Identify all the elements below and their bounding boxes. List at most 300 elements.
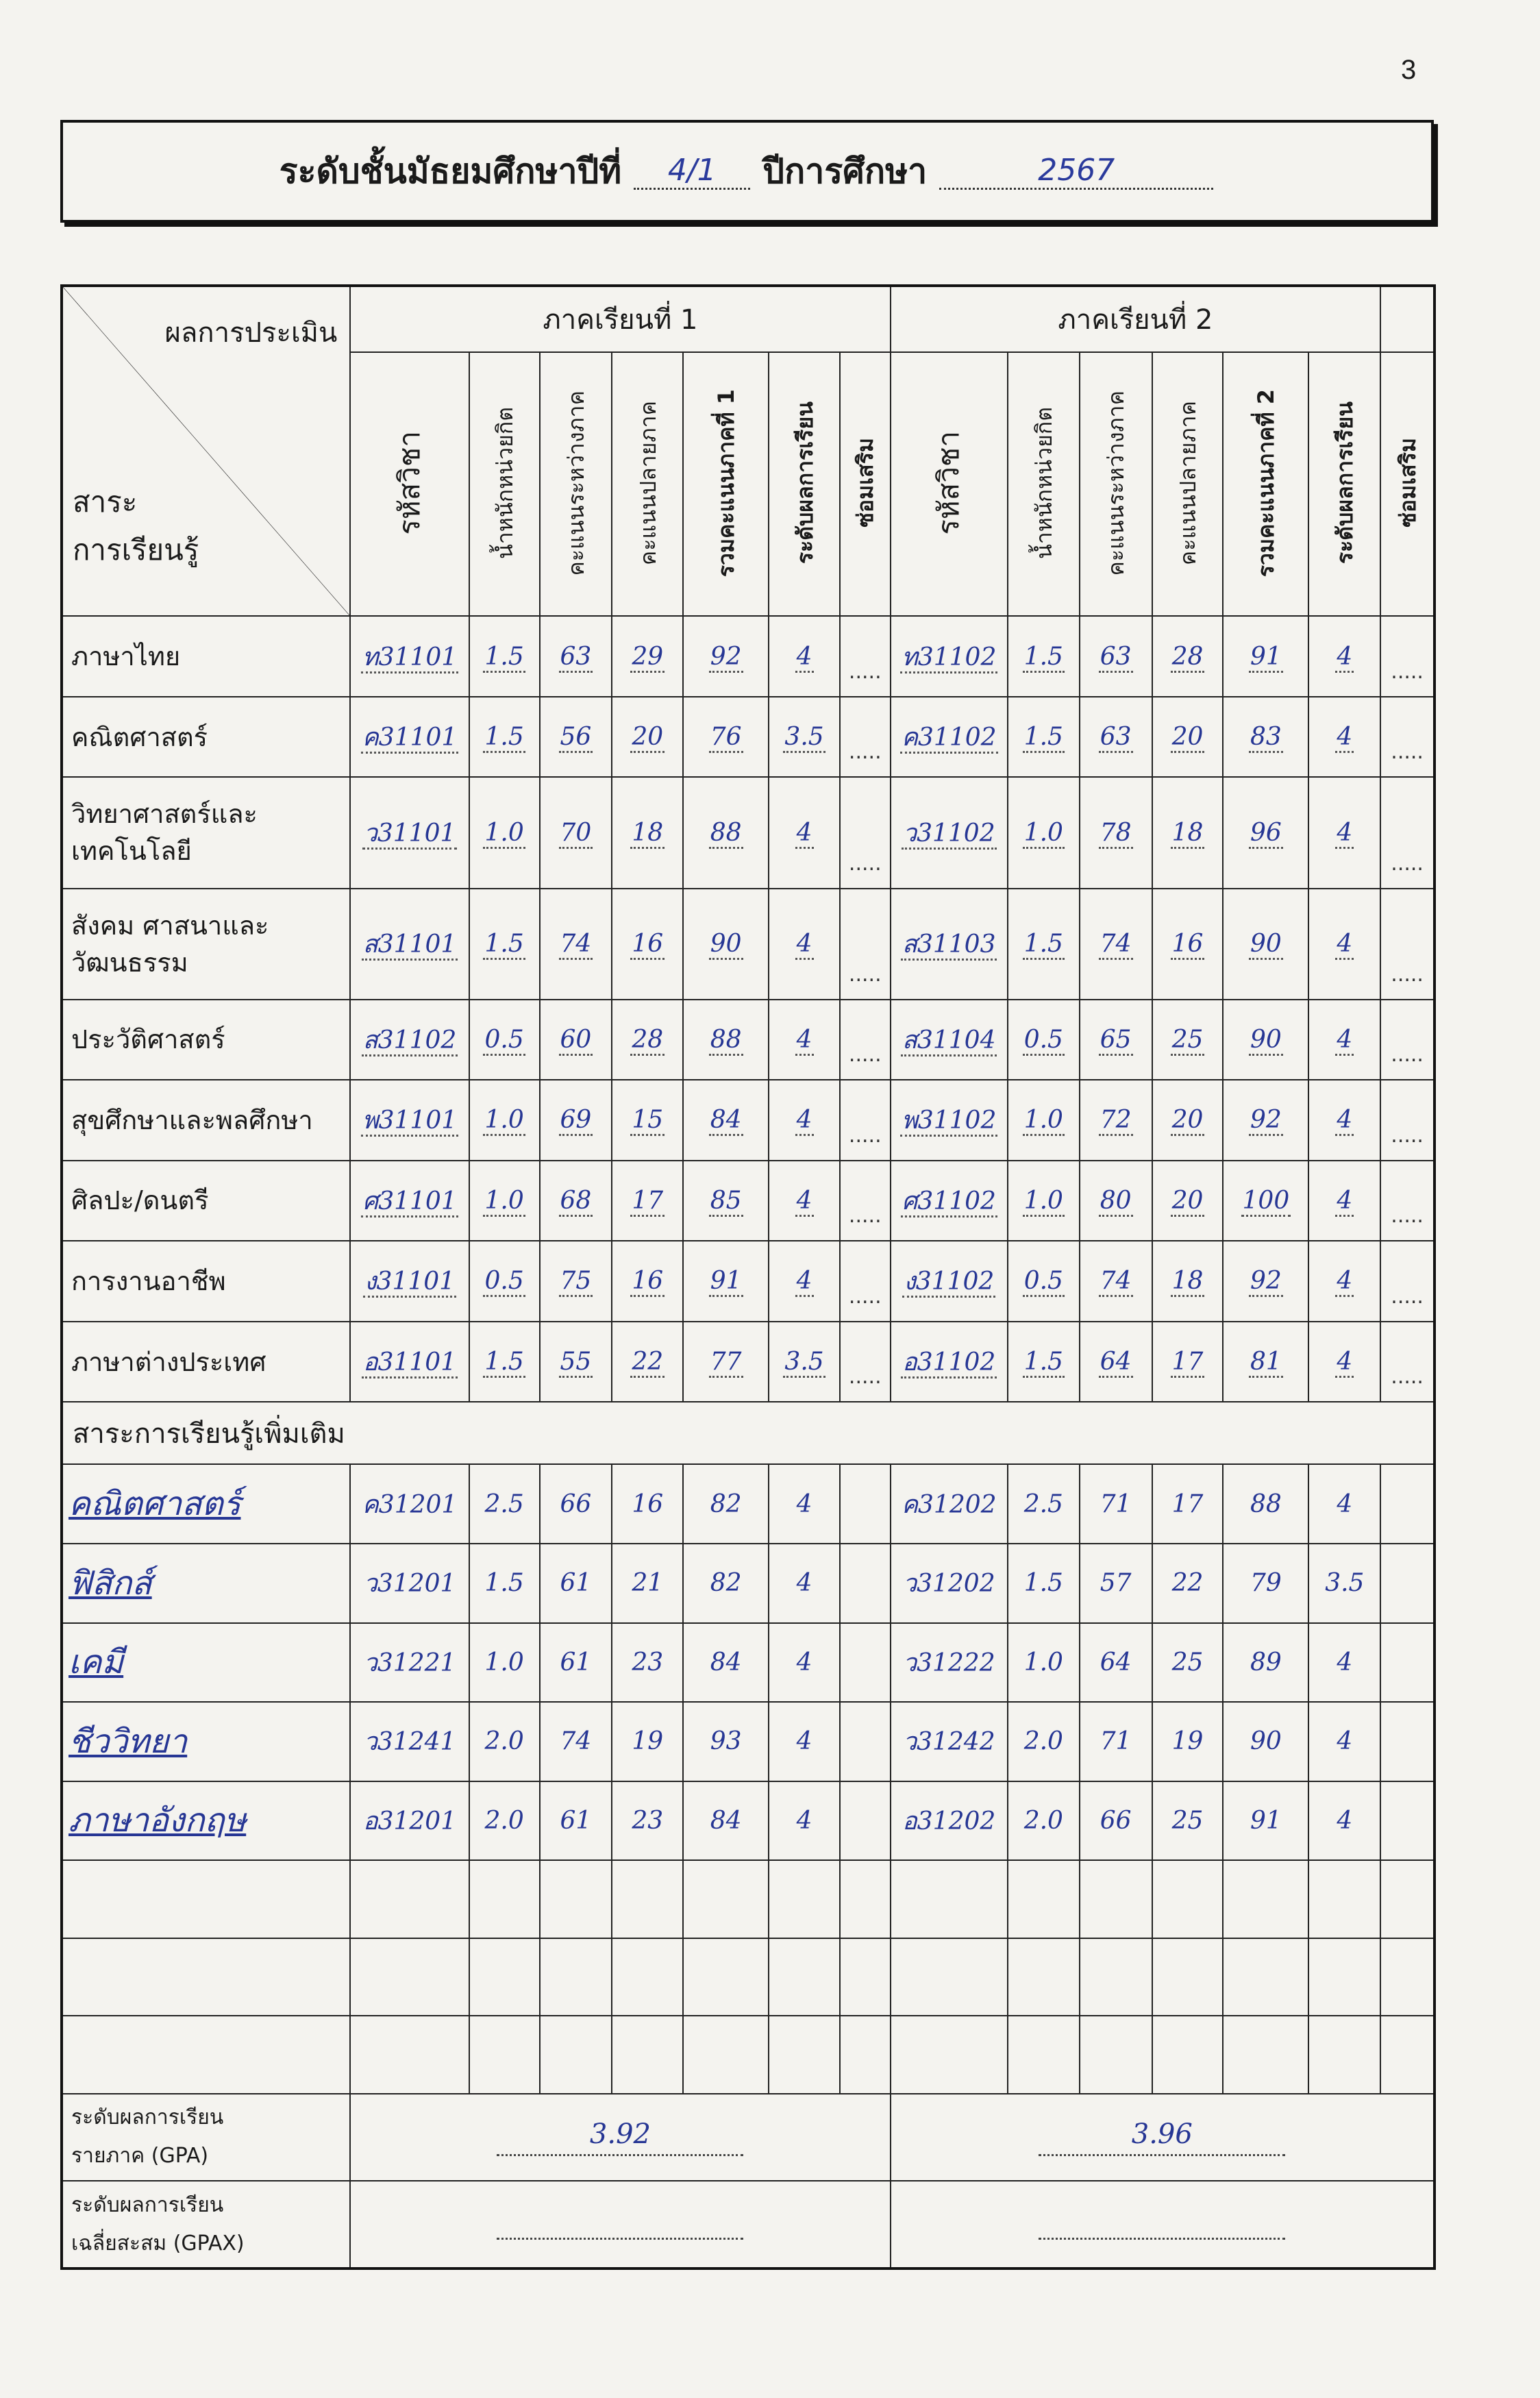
- column-header-label: คะแนนระหว่างภาค: [1103, 390, 1130, 576]
- year-label: ปีการศึกษา: [762, 151, 928, 191]
- grade-value: อ31102: [901, 1348, 997, 1379]
- grade-value: 4: [1335, 643, 1354, 673]
- grade-value: 63: [1099, 643, 1133, 673]
- grade-cell: [540, 616, 612, 697]
- grade-value: 4: [1335, 1187, 1354, 1217]
- remedial-cell: .....: [1380, 616, 1435, 697]
- table-row: [62, 697, 1435, 778]
- grade-value: 1.5: [483, 930, 525, 960]
- grade-cell: 57: [1080, 1544, 1152, 1623]
- grade-cell: [1308, 697, 1380, 778]
- grade-value: ส31101: [362, 930, 458, 961]
- grade-cell: [540, 1241, 612, 1322]
- grade-cell: 4: [1308, 1781, 1380, 1861]
- grade-cell: [350, 889, 469, 1000]
- grade-value: 1.0: [1023, 1106, 1065, 1136]
- grade-value: 16: [630, 930, 665, 960]
- grade-cell: [612, 1080, 683, 1161]
- grade-cell: 2.0: [1008, 1781, 1080, 1861]
- grade-value: 65: [1099, 1026, 1133, 1056]
- grade-cell: [1308, 1000, 1380, 1080]
- gpa-row-value-semester1: [350, 2094, 890, 2181]
- empty-cell: [1152, 2016, 1224, 2093]
- level-label: ระดับชั้นมัธยมศึกษาปีที่: [279, 151, 622, 191]
- grade-cell: [612, 889, 683, 1000]
- remedial-cell: .....: [1380, 1000, 1435, 1080]
- remedial-cell: .....: [1380, 1322, 1435, 1402]
- empty-cell: [350, 1860, 469, 1938]
- grade-value: 64: [1099, 1348, 1133, 1378]
- grade-value: ว31102: [902, 819, 997, 850]
- grade-value: 81: [1249, 1348, 1283, 1378]
- semester-header-row: [62, 286, 1435, 352]
- grade-value: 4: [795, 819, 814, 849]
- grade-cell: [1152, 1161, 1224, 1241]
- grade-cell: [350, 616, 469, 697]
- grade-cell: [769, 697, 840, 778]
- grade-cell: 84: [683, 1781, 769, 1861]
- grade-value: 92: [1249, 1267, 1283, 1297]
- subject-name-line: ภาษาไทย: [71, 641, 181, 672]
- remedial-cell: .....: [840, 1161, 891, 1241]
- grade-value: 1.5: [1023, 1348, 1065, 1378]
- grade-cell: 4: [1308, 1702, 1380, 1781]
- corner-header: [62, 286, 350, 616]
- grade-value: 0.5: [1023, 1026, 1065, 1056]
- grade-cell: [769, 1322, 840, 1402]
- grade-value: 20: [1171, 723, 1205, 753]
- grade-cell: 61: [540, 1623, 612, 1703]
- empty-cell: [540, 1860, 612, 1938]
- subject-name: [62, 1322, 350, 1402]
- grade-cell: [1008, 1161, 1080, 1241]
- empty-cell: [1308, 2016, 1380, 2093]
- grade-value: ง31102: [902, 1268, 995, 1298]
- empty-cell: [612, 1860, 683, 1938]
- empty-cell: [769, 1938, 840, 2016]
- gpax-row-label: [62, 2181, 350, 2269]
- grade-cell: [1080, 616, 1152, 697]
- grade-value: ส31102: [362, 1026, 458, 1056]
- table-row: [62, 1464, 1435, 1544]
- remedial-cell: .....: [840, 777, 891, 888]
- table-row: [62, 777, 1435, 888]
- grade-cell: [891, 1241, 1008, 1322]
- table-row: [62, 889, 1435, 1000]
- grade-cell: 93: [683, 1702, 769, 1781]
- table-row: [62, 616, 1435, 697]
- grade-value: 1.0: [483, 819, 525, 849]
- grade-cell: [891, 616, 1008, 697]
- grade-value: 4: [795, 930, 814, 960]
- empty-cell: [1380, 1860, 1435, 1938]
- empty-cell: [840, 1938, 891, 2016]
- column-header-label: ระดับผลการเรียน: [1332, 401, 1358, 565]
- grade-cell: [891, 1000, 1008, 1080]
- table-row: [62, 1781, 1435, 1861]
- grade-value: 1.5: [483, 1348, 525, 1378]
- grade-cell: [350, 1241, 469, 1322]
- grade-cell: [1080, 1000, 1152, 1080]
- extra-section-label: สาระการเรียนรู้เพิ่มเติม: [62, 1402, 1435, 1464]
- grade-cell: [469, 1241, 540, 1322]
- grade-cell: 66: [540, 1464, 612, 1544]
- column-header-label: รหัสวิชา: [932, 431, 966, 535]
- grade-cell: [891, 889, 1008, 1000]
- grade-cell: 82: [683, 1464, 769, 1544]
- grade-value: 85: [709, 1187, 743, 1217]
- grade-cell: [1080, 889, 1152, 1000]
- remedial-cell: .....: [1380, 1241, 1435, 1322]
- grade-value: 91: [1249, 643, 1283, 673]
- grade-cell: [1008, 697, 1080, 778]
- gpa-row-value: 3.96: [1039, 2118, 1285, 2156]
- grade-cell: 4: [769, 1781, 840, 1861]
- grade-value: 1.5: [1023, 930, 1065, 960]
- empty-cell: [1080, 2016, 1152, 2093]
- grade-value: 60: [559, 1026, 593, 1056]
- subject-name-line: วิทยาศาสตร์และ: [71, 799, 258, 830]
- subject-name-line: ภาษาต่างประเทศ: [71, 1346, 266, 1377]
- subject-name-line: ศิลปะ/ดนตรี: [71, 1185, 209, 1216]
- grade-cell: 2.0: [469, 1702, 540, 1781]
- remedial-cell: [1380, 1544, 1435, 1623]
- level-value: 4/1: [634, 153, 750, 190]
- empty-cell: [769, 1860, 840, 1938]
- grade-value: 1.5: [483, 723, 525, 753]
- grade-value: 4: [1335, 1026, 1354, 1056]
- column-header: [540, 352, 612, 616]
- grade-value: ศ31102: [901, 1187, 997, 1217]
- grade-cell: [1152, 1000, 1224, 1080]
- grade-value: ส31103: [901, 930, 997, 961]
- grade-cell: [1308, 616, 1380, 697]
- grade-cell: [891, 777, 1008, 888]
- grade-cell: [350, 1000, 469, 1080]
- grade-cell: [769, 889, 840, 1000]
- empty-cell: [1223, 1860, 1308, 1938]
- grade-value: 17: [630, 1187, 665, 1217]
- grade-value: ค31102: [900, 724, 998, 754]
- grade-cell: 19: [612, 1702, 683, 1781]
- grade-value: 92: [1249, 1106, 1283, 1136]
- grade-cell: [1008, 1080, 1080, 1161]
- grade-cell: [769, 616, 840, 697]
- grade-value: 88: [709, 819, 743, 849]
- grade-cell: [350, 777, 469, 888]
- grade-cell: 71: [1080, 1702, 1152, 1781]
- grade-value: 0.5: [483, 1267, 525, 1297]
- grade-cell: 82: [683, 1544, 769, 1623]
- grade-value: 68: [559, 1187, 593, 1217]
- grade-cell: 2.0: [469, 1781, 540, 1861]
- grade-value: อ31101: [362, 1348, 458, 1379]
- table-row: [62, 1241, 1435, 1322]
- grade-value: 1.5: [1023, 723, 1065, 753]
- empty-cell: [1080, 1860, 1152, 1938]
- grade-cell: [540, 1000, 612, 1080]
- table-row: [62, 1623, 1435, 1703]
- remedial-cell: .....: [840, 1241, 891, 1322]
- grade-value: 22: [630, 1348, 665, 1378]
- grade-value: 3.5: [783, 723, 825, 753]
- grade-cell: [350, 1322, 469, 1402]
- grade-cell: [683, 1000, 769, 1080]
- grade-cell: [540, 697, 612, 778]
- table-row: [62, 1000, 1435, 1080]
- grade-value: ง31101: [363, 1268, 456, 1298]
- grade-value: 75: [559, 1267, 593, 1297]
- grade-cell: [350, 1161, 469, 1241]
- grade-cell: 89: [1223, 1623, 1308, 1703]
- column-header-label: รวมคะแนนภาคที่ 2: [1253, 388, 1280, 577]
- subject-name: [62, 697, 350, 778]
- grade-cell: [1223, 1000, 1308, 1080]
- table-row: [62, 1161, 1435, 1241]
- grade-value: 84: [709, 1106, 743, 1136]
- subject-name: [62, 1241, 350, 1322]
- grade-cell: [540, 1322, 612, 1402]
- empty-cell: [540, 1938, 612, 2016]
- grade-cell: [612, 1161, 683, 1241]
- subject-name-line: เทคโนโลยี: [71, 836, 192, 867]
- remedial-cell: .....: [1380, 1161, 1435, 1241]
- grade-value: 83: [1249, 723, 1283, 753]
- empty-row: [62, 1860, 1435, 1938]
- remedial-cell: .....: [1380, 1080, 1435, 1161]
- grade-cell: [683, 1241, 769, 1322]
- grade-value: 88: [709, 1026, 743, 1056]
- empty-cell: [891, 1860, 1008, 1938]
- grade-cell: [540, 1080, 612, 1161]
- grade-cell: 61: [540, 1781, 612, 1861]
- grade-cell: [1152, 1322, 1224, 1402]
- gpax-row: [62, 2181, 1435, 2269]
- grade-cell: [1308, 1241, 1380, 1322]
- grade-cell: [1152, 1080, 1224, 1161]
- subject-name-line: สุขศึกษาและพลศึกษา: [71, 1104, 313, 1135]
- grade-cell: 2.5: [469, 1464, 540, 1544]
- empty-cell: [469, 1938, 540, 2016]
- empty-cell: [350, 2016, 469, 2093]
- grade-value: ค31101: [361, 724, 459, 754]
- grade-value: 70: [559, 819, 593, 849]
- grade-value: 20: [1171, 1106, 1205, 1136]
- grade-value: 90: [1249, 930, 1283, 960]
- empty-cell: [1380, 2016, 1435, 2093]
- grade-cell: [683, 1161, 769, 1241]
- grade-cell: [540, 1161, 612, 1241]
- subject-name-line: สังคม ศาสนาและ: [71, 910, 269, 941]
- grade-value: 4: [795, 643, 814, 673]
- grade-cell: [1008, 1241, 1080, 1322]
- empty-row: [62, 1938, 1435, 2016]
- gpax-row-value: [1039, 2202, 1285, 2240]
- grade-cell: 71: [1080, 1464, 1152, 1544]
- grade-cell: [1223, 1080, 1308, 1161]
- grade-value: 56: [559, 723, 593, 753]
- subject-name-line: การงานอาชีพ: [71, 1265, 226, 1296]
- gpa-row: [62, 2094, 1435, 2181]
- empty-cell: [540, 2016, 612, 2093]
- grade-cell: [350, 1080, 469, 1161]
- column-header: [891, 352, 1008, 616]
- grade-cell: [1308, 889, 1380, 1000]
- empty-cell: [1223, 2016, 1308, 2093]
- subject-name: [62, 1000, 350, 1080]
- grade-value: พ31101: [361, 1107, 458, 1137]
- grade-cell: [1308, 777, 1380, 888]
- grade-cell: ค31201: [350, 1464, 469, 1544]
- grade-value: 20: [630, 723, 665, 753]
- grade-cell: [350, 697, 469, 778]
- grade-cell: [1152, 777, 1224, 888]
- remedial-cell: .....: [840, 1000, 891, 1080]
- remedial-cell: .....: [1380, 889, 1435, 1000]
- grade-value: 15: [630, 1106, 665, 1136]
- grade-cell: [683, 1322, 769, 1402]
- grade-cell: [891, 1161, 1008, 1241]
- empty-cell: [1308, 1860, 1380, 1938]
- grade-cell: [769, 1080, 840, 1161]
- subject-name-line: ประวัติศาสตร์: [71, 1024, 225, 1055]
- empty-cell: [1380, 1938, 1435, 2016]
- grade-value: 77: [709, 1348, 743, 1378]
- grade-value: 3.5: [783, 1348, 825, 1378]
- grade-cell: [1308, 1322, 1380, 1402]
- empty-cell: [469, 2016, 540, 2093]
- empty-cell: [1223, 1938, 1308, 2016]
- grade-value: 100: [1241, 1187, 1291, 1217]
- grade-cell: 25: [1152, 1623, 1224, 1703]
- subject-name: [62, 1161, 350, 1241]
- grade-value: 1.0: [483, 1187, 525, 1217]
- grade-value: ท31102: [900, 643, 997, 673]
- page-number: 3: [1401, 55, 1417, 85]
- grade-cell: [612, 1000, 683, 1080]
- grade-cell: [540, 777, 612, 888]
- blank-header-cell: [1380, 286, 1435, 352]
- remedial-cell: .....: [1380, 777, 1435, 888]
- empty-cell: [1080, 1938, 1152, 2016]
- grade-cell: [891, 1080, 1008, 1161]
- grade-value: 74: [1099, 930, 1133, 960]
- grade-cell: [1152, 889, 1224, 1000]
- grade-cell: ว31241: [350, 1702, 469, 1781]
- empty-cell: [469, 1860, 540, 1938]
- grade-value: 17: [1171, 1348, 1205, 1378]
- gpa-row-label-line2: รายภาค (GPA): [71, 2144, 209, 2168]
- grade-value: 4: [1335, 930, 1354, 960]
- grade-cell: [1223, 1241, 1308, 1322]
- grade-value: พ31102: [900, 1107, 997, 1137]
- remedial-cell: .....: [840, 1080, 891, 1161]
- grade-cell: [683, 616, 769, 697]
- grade-value: 28: [1171, 643, 1205, 673]
- grade-cell: ว31242: [891, 1702, 1008, 1781]
- grade-value: 72: [1099, 1106, 1133, 1136]
- grade-value: 4: [1335, 1267, 1354, 1297]
- empty-cell: [62, 1860, 350, 1938]
- grade-cell: 84: [683, 1623, 769, 1703]
- empty-cell: [1008, 1938, 1080, 2016]
- grade-value: 78: [1099, 819, 1133, 849]
- grade-cell: [683, 777, 769, 888]
- grade-cell: 66: [1080, 1781, 1152, 1861]
- empty-cell: [62, 1938, 350, 2016]
- grade-cell: 2.0: [1008, 1702, 1080, 1781]
- extra-subject-name: ฟิสิกส์: [62, 1544, 350, 1623]
- grade-cell: ว31222: [891, 1623, 1008, 1703]
- empty-cell: [840, 2016, 891, 2093]
- grade-value: ส31104: [901, 1026, 997, 1056]
- gpax-row-label-line2: เฉลี่ยสะสม (GPAX): [71, 2231, 245, 2255]
- remedial-cell: [1380, 1623, 1435, 1703]
- grade-value: 76: [709, 723, 743, 753]
- grade-value: 90: [1249, 1026, 1283, 1056]
- grade-cell: ค31202: [891, 1464, 1008, 1544]
- grade-cell: [1080, 1080, 1152, 1161]
- grade-cell: 88: [1223, 1464, 1308, 1544]
- grade-cell: 1.0: [1008, 1623, 1080, 1703]
- corner-eval-label: ผลการประเมิน: [164, 317, 338, 349]
- grade-cell: [1308, 1161, 1380, 1241]
- grade-cell: [1223, 616, 1308, 697]
- grade-value: 20: [1171, 1187, 1205, 1217]
- grade-cell: [612, 1322, 683, 1402]
- remedial-cell: [1380, 1702, 1435, 1781]
- grade-value: 0.5: [483, 1026, 525, 1056]
- grade-value: 0.5: [1023, 1267, 1065, 1297]
- remedial-cell: [1380, 1781, 1435, 1861]
- grade-cell: [612, 697, 683, 778]
- grade-value: 28: [630, 1026, 665, 1056]
- grade-cell: [1008, 777, 1080, 888]
- column-header: [1080, 352, 1152, 616]
- column-header: [469, 352, 540, 616]
- grade-cell: 64: [1080, 1623, 1152, 1703]
- grade-cell: [769, 1241, 840, 1322]
- gpa-row-value-semester2: [891, 2094, 1435, 2181]
- grade-value: 1.0: [483, 1106, 525, 1136]
- remedial-cell: [840, 1464, 891, 1544]
- empty-cell: [1152, 1938, 1224, 2016]
- grade-value: 18: [1171, 1267, 1205, 1297]
- remedial-cell: .....: [840, 697, 891, 778]
- remedial-cell: .....: [840, 889, 891, 1000]
- empty-cell: [840, 1860, 891, 1938]
- extra-subject-name: เคมี: [62, 1623, 350, 1703]
- grade-value: 4: [1335, 1348, 1354, 1378]
- gpax-row-value-semester1: [350, 2181, 890, 2269]
- grade-cell: [1152, 1241, 1224, 1322]
- grade-cell: 4: [769, 1464, 840, 1544]
- subject-name: [62, 616, 350, 697]
- empty-cell: [612, 2016, 683, 2093]
- remedial-cell: [840, 1623, 891, 1703]
- semester1-title: ภาคเรียนที่ 1: [350, 286, 890, 352]
- grade-level-header: [60, 120, 1434, 223]
- grade-value: ท31101: [361, 643, 458, 673]
- grade-cell: [612, 777, 683, 888]
- grade-value: 96: [1249, 819, 1283, 849]
- table-row: [62, 1080, 1435, 1161]
- grade-value: 4: [1335, 723, 1354, 753]
- column-header-label: ซ่อมเสริม: [852, 438, 879, 528]
- subject-name-line: คณิตศาสตร์: [71, 721, 208, 752]
- column-header-label: น้ำหนักหน่วยกิต: [1030, 406, 1057, 559]
- grade-cell: อ31202: [891, 1781, 1008, 1861]
